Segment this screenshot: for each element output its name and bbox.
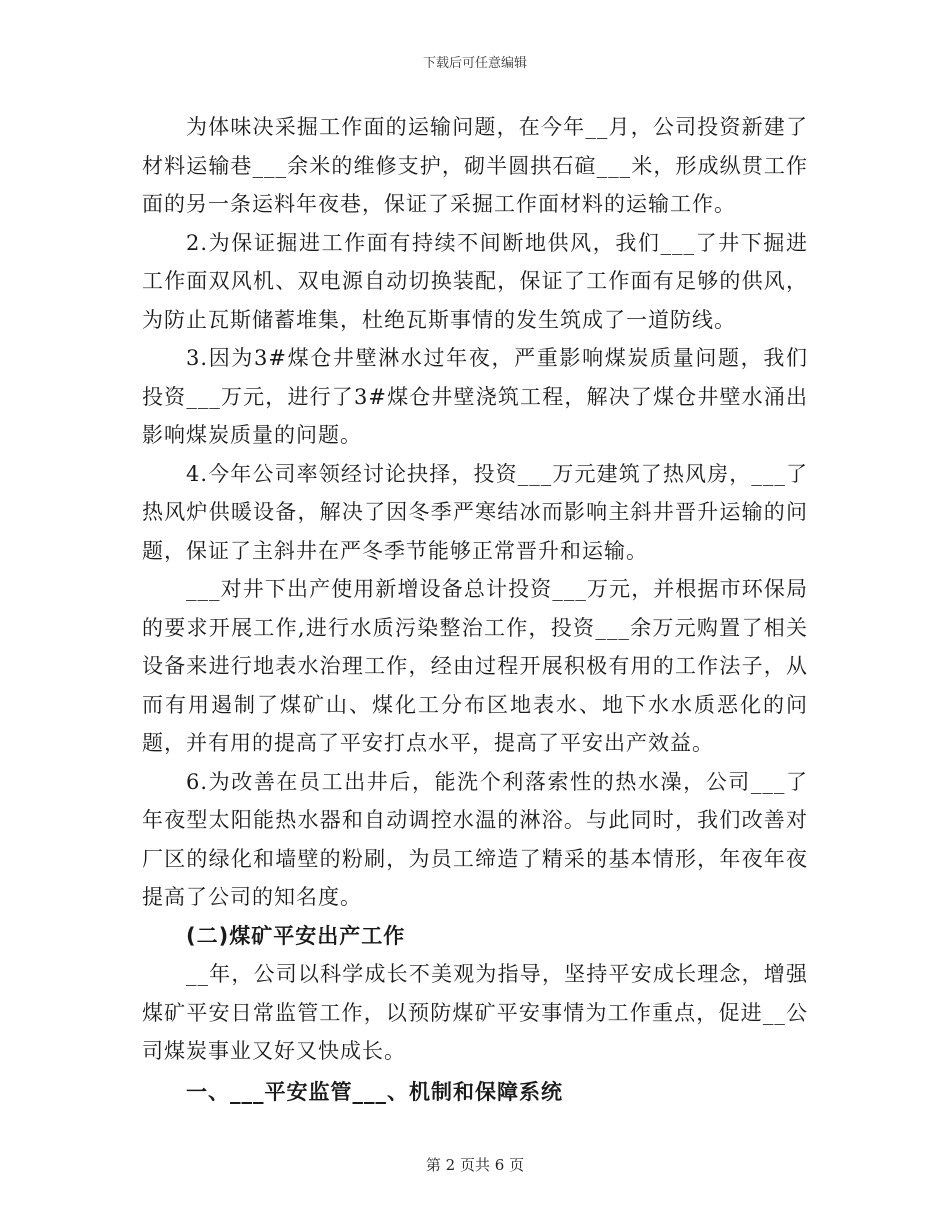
page-footer: 第 2 页共 6 页 bbox=[425, 1156, 525, 1174]
paragraph-coal-bunker: 3.因为3#煤仓井壁淋水过年夜，严重影响煤炭质量问题，我们投资___万元，进行了3#煤仓井壁浇筑工程，解决了煤仓井壁水涌出影响煤炭质量的问题。 bbox=[142, 346, 808, 447]
paragraph-environment: ___对井下出产使用新增设备总计投资___万元，并根据市环保局的要求开展工作,进行水质污染整治工作，投资___余万元购置了相关设备来进行地表水治理工作，经由过程开展积极有用的工作法子，从而有用遏制了煤矿山、煤化工分布区地表水、地下水水质恶化的问题，并有用的提高了平安打点水平，提高了平安出产效益。 bbox=[142, 577, 808, 755]
paragraph-employee-bath: 6.为改善在员工出井后，能洗个利落索性的热水澡，公司___了年夜型太阳能热水器和自动调控水温的淋浴。与此同时，我们改善对厂区的绿化和墙壁的粉刷，为员工缔造了精采的基本情形，年夜年夜提高了公司的知名度。 bbox=[142, 769, 808, 909]
paragraph-ventilation: 2.为保证掘进工作面有持续不间断地供风，我们___了井下掘进工作面双风机、双电源自动切换装配，保证了工作面有足够的供风，为防止瓦斯储蓄堆集，杜绝瓦斯事情的发生筑成了一道防线。 bbox=[142, 230, 808, 332]
paragraph-heating: 4.今年公司率领经讨论抉择，投资___万元建筑了热风房，___了热风炉供暖设备，解决了因冬季严寒结冰而影响主斜井晋升运输的问题，保证了主斜井在严冬季节能够正常晋升和运输。 bbox=[142, 461, 808, 563]
paragraph-safety-intro: __年，公司以科学成长不美观为指导，坚持平安成长理念，增强煤矿平安日常监管工作，以预防煤矿平安事情为工作重点，促进__公司煤炭事业又好又快成长。 bbox=[142, 962, 808, 1063]
page-header: 下载后可任意编辑 bbox=[422, 56, 527, 71]
paragraph-transport: 为体味决采掘工作面的运输问题，在今年__月，公司投资新建了材料运输巷___余米的维修支护，砌半圆拱石碹___米，形成纵贯工作面的另一条运料年夜巷，保证了采掘工作面材料的运输工作。 bbox=[142, 115, 808, 216]
document-body bbox=[142, 108, 808, 1111]
section-heading-safety: (二)煤矿平安出产工作 bbox=[186, 923, 406, 948]
subheading-supervision: 一、___平安监管___、机制和保障系统 bbox=[186, 1079, 563, 1104]
